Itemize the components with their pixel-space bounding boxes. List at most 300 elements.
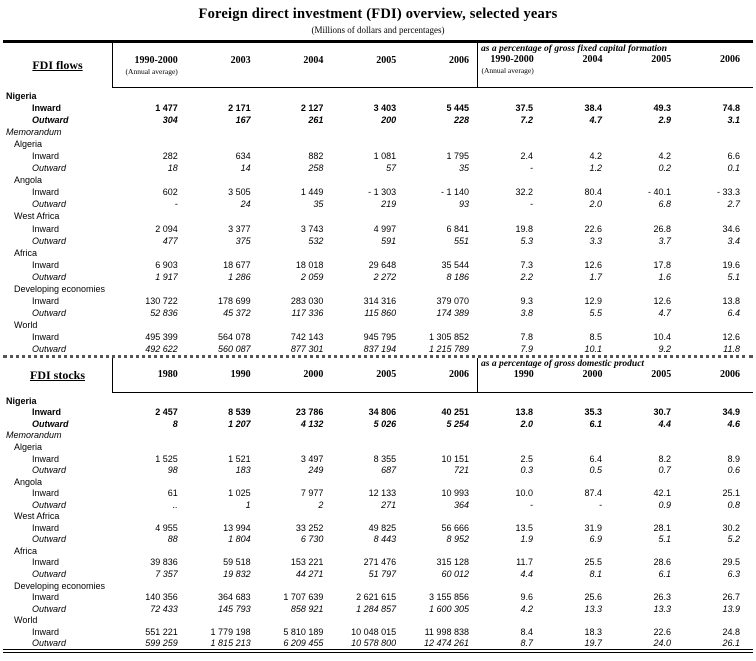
value-cell: 8 539 (228, 407, 251, 418)
value-cell: 551 (453, 235, 469, 246)
row-label: Inward (32, 407, 62, 418)
row-label: World (14, 615, 38, 626)
value-cell: 1 477 (155, 103, 178, 114)
fdi-stocks-label-cell (3, 358, 113, 393)
value-cell: 1 215 789 (428, 344, 469, 354)
flows-percentage-columns (477, 43, 753, 88)
value-cell: 271 (381, 499, 397, 510)
value-cell: 115 860 (364, 307, 397, 318)
value-cell: 14 (240, 163, 251, 174)
table-row (3, 395, 753, 407)
value-cell: 88 (167, 534, 178, 545)
value-cell: 282 (162, 151, 178, 162)
value-cell: 2 272 (373, 271, 397, 282)
value-cell: 1 284 857 (356, 603, 397, 614)
fdi-flows-body (3, 88, 753, 355)
value-cell: 145 793 (218, 603, 251, 614)
column-header-label: 1990-2000 (134, 55, 178, 66)
pct-cell: 18.3 (584, 626, 602, 637)
row-label: Memorandum (6, 430, 62, 441)
row-label: Inward (32, 522, 60, 533)
pct-cell: 42.1 (653, 488, 671, 499)
column-header (616, 369, 685, 392)
pct-cell: 10.1 (584, 344, 602, 354)
value-cell: 167 (235, 115, 251, 126)
row-label: Inward (32, 223, 60, 234)
table-row (3, 247, 753, 259)
value-cell: 1 305 852 (428, 331, 469, 342)
table-row (3, 487, 753, 499)
row-label: Inward (32, 331, 60, 342)
table-row (3, 626, 753, 638)
pct-cell: - (529, 499, 533, 510)
value-cell: 3 743 (300, 223, 324, 234)
fdi-flows-label-cell (3, 43, 113, 88)
value-cell: 72 433 (150, 603, 178, 614)
value-cell: 3 403 (373, 103, 397, 114)
column-header (404, 358, 477, 392)
pct-cell: 1.2 (589, 163, 602, 174)
row-label: Outward (32, 465, 67, 476)
value-cell: 8 952 (446, 534, 469, 545)
table-row (3, 271, 753, 283)
value-cell: 24 (240, 199, 251, 210)
value-cell: 1 795 (446, 151, 469, 162)
pct-cell: 7.8 (520, 331, 533, 342)
value-cell: 882 (308, 151, 324, 162)
pct-cell: 34.6 (722, 223, 740, 234)
value-cell: 315 128 (436, 557, 469, 568)
pct-cell: 8.4 (520, 626, 533, 637)
pct-cell: 13.3 (653, 603, 671, 614)
row-label: Memorandum (6, 127, 62, 138)
pct-cell: 2.9 (658, 115, 671, 126)
table-row (3, 138, 753, 150)
pct-cell: 6.1 (589, 418, 602, 429)
value-cell: 858 921 (290, 603, 324, 614)
table-row (3, 283, 753, 295)
value-cell: 532 (308, 235, 324, 246)
fdi-flows-header (3, 43, 753, 88)
table-row (3, 343, 753, 355)
pct-cell: 10.4 (653, 331, 671, 342)
row-label: Africa (14, 545, 38, 556)
value-cell: 12 474 261 (423, 638, 469, 649)
pct-cell: 5.5 (589, 307, 602, 318)
value-cell: 495 399 (145, 331, 178, 342)
value-cell: 18 677 (223, 259, 251, 270)
pct-year-row (478, 369, 753, 392)
table-row (3, 114, 753, 126)
row-label: Outward (32, 307, 67, 318)
pct-cell: 7.2 (520, 115, 533, 126)
pct-cell: 9.3 (520, 295, 533, 306)
value-cell: 1 521 (228, 453, 251, 464)
row-label: Algeria (14, 441, 43, 452)
table-row (3, 331, 753, 343)
row-label: Outward (32, 418, 69, 429)
value-cell: 4 132 (300, 418, 324, 429)
value-cell: 61 (167, 488, 178, 499)
value-cell: 837 194 (363, 344, 397, 354)
value-cell: 18 (167, 163, 178, 174)
value-cell: 153 221 (290, 557, 324, 568)
row-label: Inward (32, 151, 60, 162)
value-cell: 742 143 (290, 331, 324, 342)
pct-cell: 6.6 (727, 151, 740, 162)
value-cell: 364 (453, 499, 469, 510)
pct-cell: 2.4 (520, 151, 533, 162)
pct-cell: 8.7 (520, 638, 533, 649)
value-cell: 687 (381, 465, 397, 476)
table-row (3, 162, 753, 174)
column-header-label: 2006 (448, 55, 469, 66)
pct-cell: 80.4 (584, 187, 602, 198)
row-label: Inward (32, 592, 60, 603)
row-label: Africa (14, 247, 38, 258)
value-cell: 35 (313, 199, 324, 210)
value-cell: 3 377 (228, 223, 251, 234)
column-header-label: 2003 (230, 55, 251, 66)
value-cell: 283 030 (290, 295, 324, 306)
pct-cell: 3.8 (520, 307, 533, 318)
value-cell: 3 505 (228, 187, 251, 198)
value-cell: 2 (318, 499, 324, 510)
value-cell: 2 127 (300, 103, 324, 114)
value-cell: - 1 303 (368, 187, 397, 198)
value-cell: 945 795 (363, 331, 397, 342)
column-subheader: (Annual average) (125, 67, 178, 76)
value-cell: 5 254 (446, 418, 469, 429)
pct-cell: 11.8 (723, 344, 740, 354)
value-cell: 3 155 856 (428, 592, 469, 603)
pct-block-title: as a percentage of gross fixed capital formation (481, 44, 668, 54)
pct-cell: 7.9 (520, 344, 533, 354)
pct-cell: 31.9 (584, 522, 602, 533)
value-cell: 183 (235, 465, 251, 476)
value-cell: 35 544 (441, 259, 469, 270)
column-header (259, 358, 332, 392)
value-cell: 564 078 (218, 331, 251, 342)
pct-cell: 13.3 (584, 603, 602, 614)
pct-cell: 0.7 (658, 465, 671, 476)
value-cell: 33 252 (295, 522, 324, 533)
column-header-label: 2000 (303, 369, 324, 381)
value-cell: 23 786 (295, 407, 324, 418)
table-row (3, 614, 753, 626)
value-cell: 599 259 (145, 638, 178, 649)
column-header (404, 43, 477, 87)
value-cell: 11 998 838 (424, 626, 469, 637)
table-row (3, 150, 753, 162)
fdi-flows-section (3, 43, 753, 355)
value-cell: 60 012 (441, 569, 469, 579)
value-cell: 249 (308, 465, 324, 476)
pct-cell: 11.7 (516, 557, 533, 568)
value-cell: 1 815 213 (210, 638, 251, 649)
row-label: Outward (32, 199, 67, 210)
pct-cell: 5.3 (520, 235, 533, 246)
pct-cell: 25.6 (584, 592, 602, 603)
pct-cell: 5.1 (658, 534, 671, 545)
column-header (186, 43, 259, 87)
value-cell: 1 081 (373, 151, 397, 162)
section-label-fdi-flows: FDI flows (32, 58, 83, 72)
pct-cell: 26.8 (653, 223, 671, 234)
pct-cell: 0.5 (589, 465, 602, 476)
row-label: Inward (32, 103, 62, 114)
row-label: Angola (14, 476, 43, 487)
value-cell: 219 (381, 199, 397, 210)
value-cell: 3 497 (300, 453, 324, 464)
table-row (3, 307, 753, 319)
value-cell: 7 357 (155, 569, 178, 579)
table-row (3, 223, 753, 235)
value-cell: 8 186 (446, 271, 469, 282)
table-row (3, 102, 753, 114)
flows-value-columns (113, 43, 477, 88)
row-label: West Africa (14, 511, 60, 522)
pct-cell: 12.6 (722, 331, 740, 342)
value-cell: 40 251 (441, 407, 469, 418)
pct-cell: - 40.1 (647, 187, 671, 198)
value-cell: 34 806 (368, 407, 397, 418)
pct-cell: 0.8 (727, 499, 740, 510)
value-cell: 379 070 (436, 295, 469, 306)
value-cell: - 1 140 (440, 187, 469, 198)
pct-cell: 26.1 (722, 638, 740, 649)
value-cell: 19 832 (223, 569, 251, 579)
pct-cell: 12.6 (584, 259, 602, 270)
value-cell: 10 048 015 (351, 626, 397, 637)
page-subtitle: (Millions of dollars and percentages) (311, 25, 445, 35)
value-cell: 10 578 800 (351, 638, 397, 649)
value-cell: 634 (235, 151, 251, 162)
pct-cell: 9.2 (658, 344, 671, 354)
table-row (3, 453, 753, 465)
pct-cell: 24.8 (722, 626, 740, 637)
pct-cell: 37.5 (515, 103, 533, 114)
pct-cell: - (529, 163, 533, 174)
value-cell: 117 336 (291, 307, 324, 318)
column-header (113, 358, 186, 392)
pct-cell: 2.0 (589, 199, 602, 210)
value-cell: 1 286 (228, 271, 251, 282)
stocks-value-columns (113, 358, 477, 393)
pct-cell: 4.2 (589, 151, 602, 162)
value-cell: 5 445 (446, 103, 469, 114)
pct-cell: 2.7 (727, 199, 740, 210)
pct-cell: 38.4 (584, 103, 602, 114)
value-cell: 492 622 (145, 344, 178, 354)
pct-cell: 19.8 (515, 223, 533, 234)
value-cell: 56 666 (441, 522, 469, 533)
pct-cell: 6.4 (727, 307, 740, 318)
fdi-table (3, 40, 753, 653)
value-cell: 10 993 (441, 488, 469, 499)
pct-cell: 12.9 (584, 295, 602, 306)
table-row (3, 522, 753, 534)
row-label: Inward (32, 557, 60, 568)
value-cell: 13 994 (223, 522, 251, 533)
pct-cell: 19.6 (722, 259, 740, 270)
pct-cell: 4.7 (658, 307, 671, 318)
pct-cell: 5.1 (727, 271, 740, 282)
value-cell: 57 (386, 163, 397, 174)
value-cell: 258 (308, 163, 324, 174)
column-header (547, 54, 616, 87)
value-cell: 602 (162, 187, 178, 198)
value-cell: 200 (381, 115, 397, 126)
pct-cell: 4.2 (520, 603, 533, 614)
pct-cell: 26.7 (722, 592, 740, 603)
pct-cell: 0.1 (727, 163, 740, 174)
column-header (113, 43, 186, 87)
value-cell: 261 (308, 115, 324, 126)
section-label-fdi-stocks: FDI stocks (29, 368, 85, 383)
value-cell: 1 600 305 (428, 603, 469, 614)
pct-cell: 12.6 (653, 295, 671, 306)
pct-cell: 0.6 (727, 465, 740, 476)
value-cell: 140 356 (145, 592, 178, 603)
table-row (3, 210, 753, 222)
column-header (186, 358, 259, 392)
value-cell: 39 836 (150, 557, 178, 568)
column-subheader: (Annual average) (481, 66, 534, 75)
pct-cell: 4.4 (520, 569, 533, 579)
table-row (3, 557, 753, 569)
value-cell: 228 (453, 115, 469, 126)
value-cell: 5 810 189 (283, 626, 324, 637)
pct-cell: 13.5 (515, 522, 533, 533)
value-cell: 174 389 (436, 307, 469, 318)
value-cell: 52 836 (150, 307, 178, 318)
table-row (3, 235, 753, 247)
table-row (3, 464, 753, 476)
table-row (3, 319, 753, 331)
value-cell: 551 221 (145, 626, 178, 637)
column-header (478, 369, 547, 392)
table-row (3, 511, 753, 523)
value-cell: 49 825 (368, 522, 397, 533)
value-cell: 1 804 (228, 534, 251, 545)
value-cell: 130 722 (145, 295, 178, 306)
pct-cell: 1.9 (520, 534, 533, 545)
pct-cell: 35.3 (584, 407, 602, 418)
table-row (3, 638, 753, 650)
pct-cell: 25.5 (584, 557, 602, 568)
value-cell: 4 955 (155, 522, 178, 533)
column-header-label: 2004 (303, 55, 324, 66)
table-row (3, 441, 753, 453)
pct-cell: 9.6 (520, 592, 533, 603)
value-cell: 59 518 (223, 557, 251, 568)
pct-cell: - 33.3 (716, 187, 740, 198)
row-label: Outward (32, 569, 67, 579)
column-header (331, 43, 404, 87)
pct-cell: - (529, 199, 533, 210)
pct-cell: 13.9 (722, 603, 740, 614)
value-cell: 6 209 455 (283, 638, 324, 649)
column-header-label: 2000 (582, 369, 603, 381)
table-row (3, 430, 753, 442)
row-label: Outward (32, 638, 67, 649)
page-title: Foreign direct investment (FDI) overview, selected years (198, 6, 558, 22)
pct-cell: 24.0 (653, 638, 671, 649)
pct-cell: 22.6 (584, 223, 602, 234)
pct-cell: 32.2 (515, 187, 533, 198)
pct-cell: 4.7 (589, 115, 602, 126)
pct-cell: 2.0 (520, 418, 533, 429)
pct-cell: 6.3 (727, 569, 740, 579)
pct-cell: 25.1 (722, 488, 740, 499)
value-cell: 12 133 (368, 488, 397, 499)
value-cell: 2 059 (300, 271, 324, 282)
row-label: Outward (32, 163, 67, 174)
row-label: Angola (14, 175, 43, 186)
pct-cell: 3.7 (658, 235, 671, 246)
column-header-label: 2006 (720, 369, 740, 381)
table-row (3, 174, 753, 186)
column-header-label: 2004 (582, 54, 603, 65)
value-cell: 6 903 (155, 259, 178, 270)
value-cell: 4 997 (373, 223, 397, 234)
pct-cell: 0.3 (520, 465, 533, 476)
pct-cell: 8.1 (589, 569, 602, 579)
column-header (616, 54, 685, 87)
pct-cell: 3.3 (589, 235, 602, 246)
row-label: Inward (32, 626, 60, 637)
value-cell: 51 797 (368, 569, 397, 579)
value-cell: 178 699 (218, 295, 251, 306)
row-label: West Africa (14, 211, 60, 222)
table-row (3, 407, 753, 419)
pct-cell: 13.8 (722, 295, 740, 306)
pct-cell: 6.1 (658, 569, 671, 579)
value-cell: 6 841 (446, 223, 469, 234)
fdi-stocks-section (3, 355, 753, 649)
pct-cell: 8.9 (727, 453, 740, 464)
pct-cell: 1.7 (589, 271, 602, 282)
value-cell: 1 (245, 499, 251, 510)
value-cell: 2 094 (155, 223, 178, 234)
row-label: Inward (32, 187, 60, 198)
row-label: Outward (32, 499, 67, 510)
pct-cell: 6.9 (589, 534, 602, 545)
pct-cell: 6.8 (658, 199, 671, 210)
row-label: Outward (32, 344, 67, 354)
pct-cell: 26.3 (653, 592, 671, 603)
value-cell: 271 476 (363, 557, 397, 568)
column-header (547, 369, 616, 392)
table-row (3, 295, 753, 307)
value-cell: 375 (235, 235, 251, 246)
value-cell: 93 (458, 199, 469, 210)
column-header (331, 358, 404, 392)
table-row (3, 476, 753, 488)
fdi-stocks-header (3, 358, 753, 393)
column-header-label: 2006 (448, 369, 469, 381)
column-header-label: 1980 (157, 369, 178, 381)
value-cell: 5 026 (373, 418, 397, 429)
row-label: Developing economies (14, 580, 106, 591)
value-cell: 1 779 198 (210, 626, 251, 637)
pct-cell: 30.7 (653, 407, 671, 418)
value-cell: 1 707 639 (283, 592, 324, 603)
column-header (259, 43, 332, 87)
pct-cell: 4.6 (727, 418, 740, 429)
table-row (3, 499, 753, 511)
